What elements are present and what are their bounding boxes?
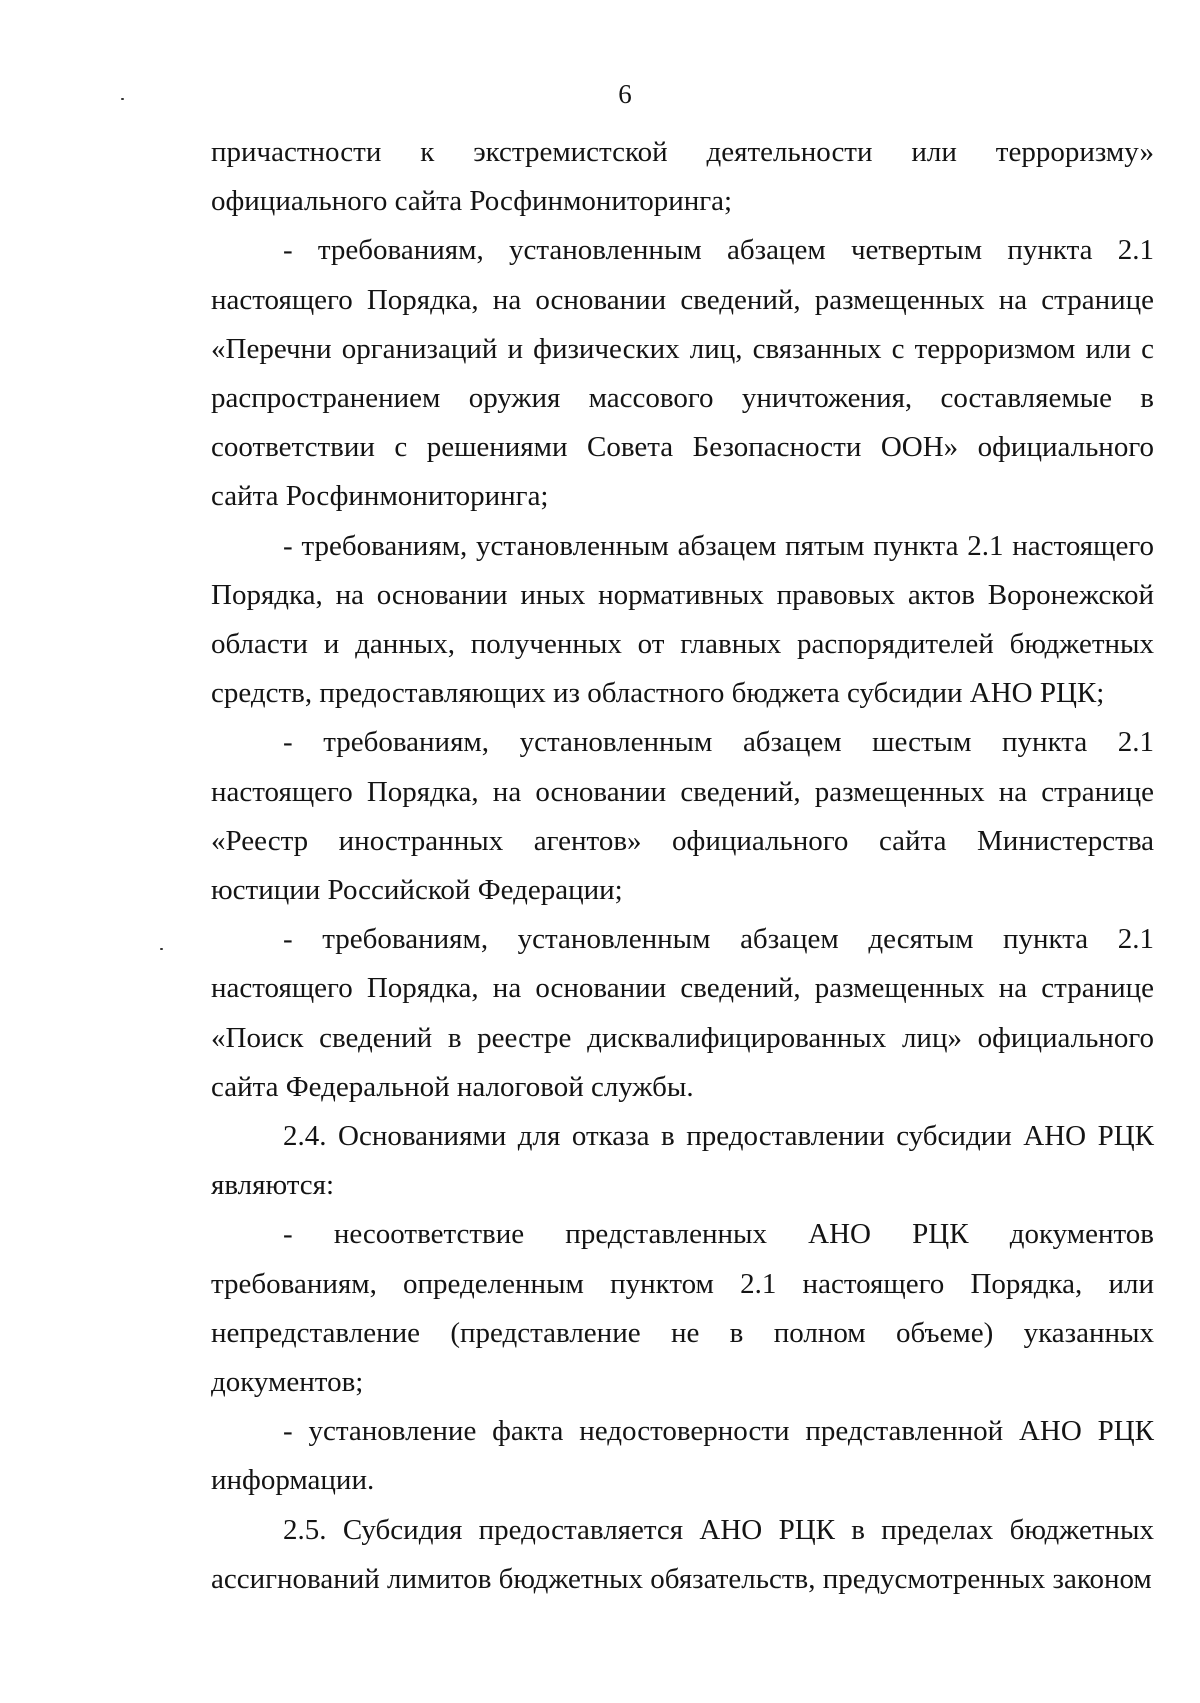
paragraph-3: - требованиям, установленным абзацем пятым пункта 2.1 настоящего Порядка, на основании иных нормативных правовых актов Воронежской области и данных, полученных от главных распорядителей бюджетных средств, предоставляющих из областного бюджета субсидии АНО РЦК; [211,529,1154,710]
paragraph-9: 2.5. Субсидия предоставляется АНО РЦК в пределах бюджетных ассигнований лимитов бюджетных обязательств, предусмотренных законом [211,1513,1154,1595]
page-number: 6 [618,79,632,109]
paragraph-5: - требованиям, установленным абзацем десятым пункта 2.1 настоящего Порядка, на основании сведений, размещенных на странице «Поиск сведений в реестре дисквалифицированных лиц» официального сайта Федеральной налоговой службы. [211,923,1154,1103]
paragraph-4: - требованиям, установленным абзацем шестым пункта 2.1 настоящего Порядка, на основании сведений, размещенных на странице «Реестр иностранных агентов» официального сайта Министерства юстиции Российской Федерации; [211,726,1154,907]
paragraph-7: - несоответствие представленных АНО РЦК документов требованиям, определенным пунктом 2.1 настоящего Порядка, или непредставление (представление не в полном объеме) указанных документов; [211,1218,1154,1399]
document-body [211,128,1154,1604]
paragraph-2: - требованиям, установленным абзацем четвертым пункта 2.1 настоящего Порядка, на основании сведений, размещенных на странице «Перечни организаций и физических лиц, связанных с терроризмом или с распространением оружия массового уничтожения, составляемые в соответствии с решениями Совета Безопасности ООН» официального сайта Росфинмониторинга; [211,234,1154,513]
paragraph-1: причастности к экстремистской деятельности или терроризму» официального сайта Росфинмониторинга; [211,136,1154,218]
scan-speck [121,98,124,100]
paragraph-6: 2.4. Основаниями для отказа в предоставлении субсидии АНО РЦК являются: [211,1120,1154,1202]
scan-speck [160,948,163,950]
paragraph-8: - установление факта недостоверности представленной АНО РЦК информации. [211,1415,1154,1497]
